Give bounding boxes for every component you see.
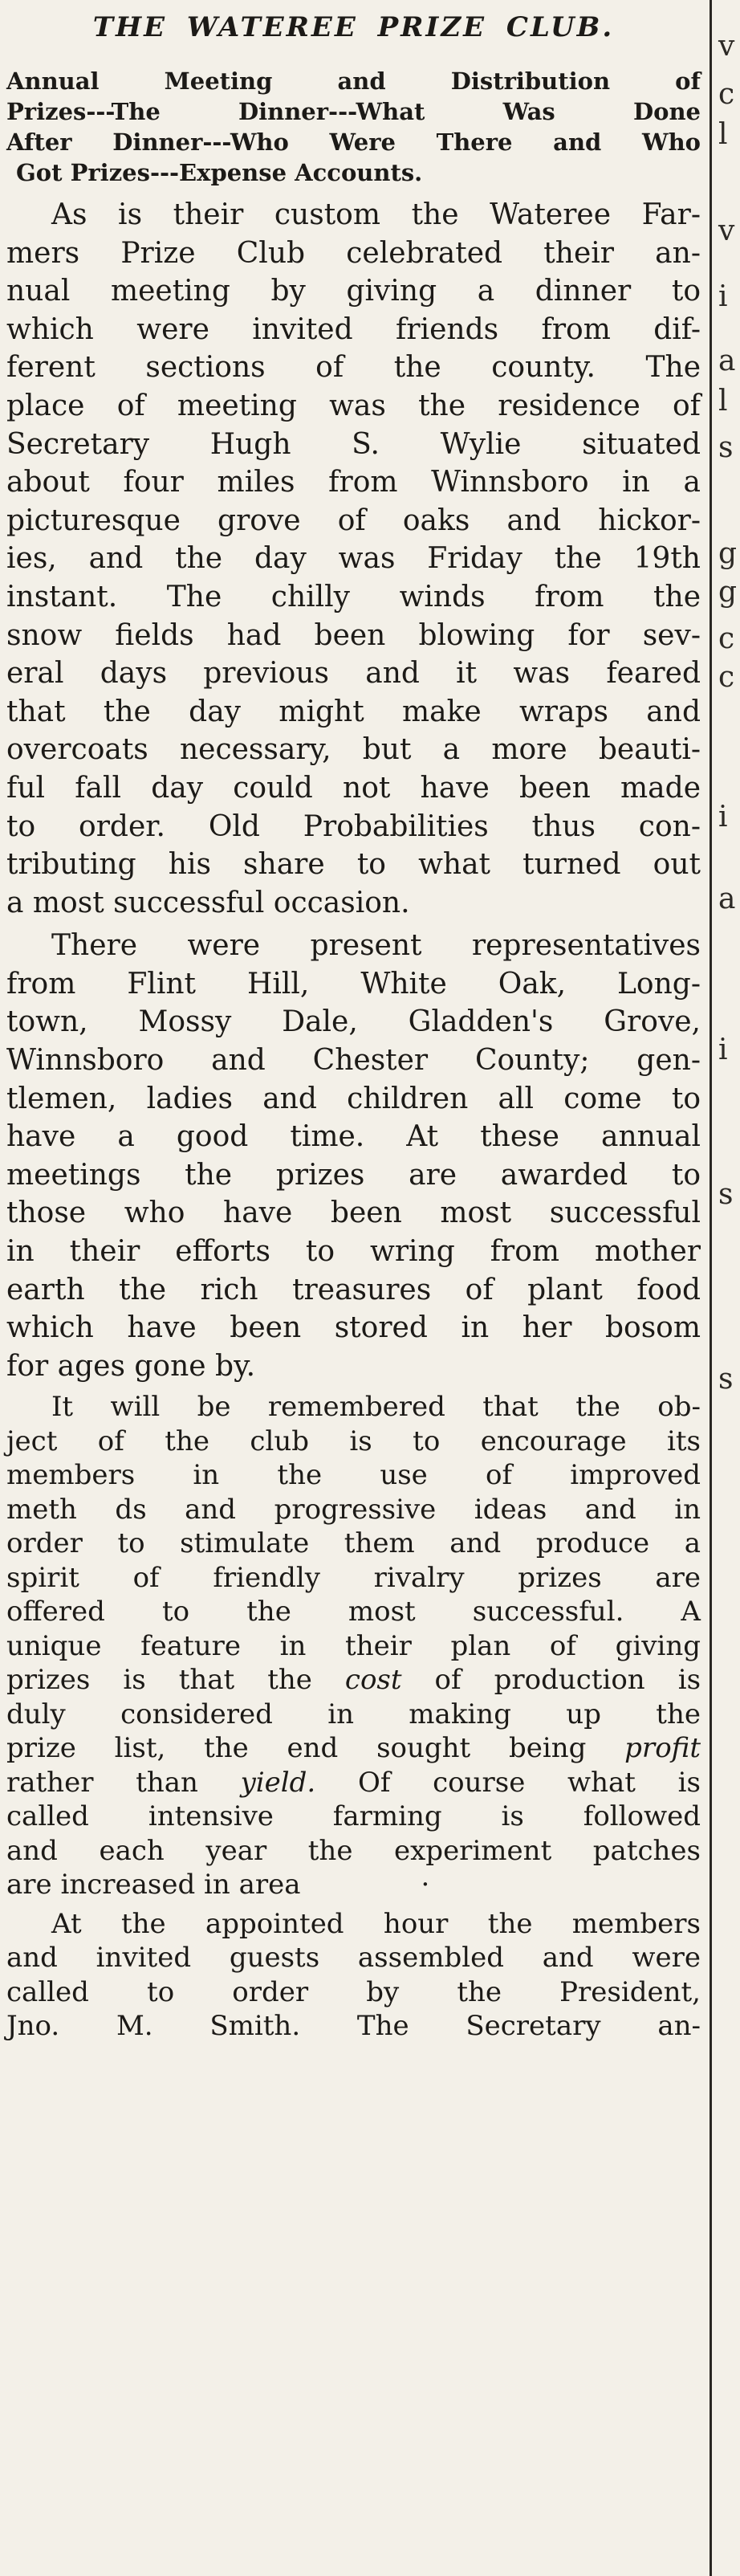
text-line: and each year the experiment patches xyxy=(6,1834,701,1867)
margin-character: v xyxy=(718,214,735,247)
text-line: meetings the prizes are awarded to xyxy=(6,1158,701,1192)
text-line: offered to the most successful. A xyxy=(6,1596,701,1628)
text-line: a most successful occasion. xyxy=(6,886,410,919)
adjacent-column-edge xyxy=(717,0,740,2576)
margin-character: s xyxy=(718,1363,734,1396)
text-line: place of meeting was the residence of xyxy=(6,389,701,422)
text-line: to order. Old Probabilities thus con- xyxy=(6,809,701,843)
margin-character: l xyxy=(718,385,728,418)
text-line: for ages gone by. xyxy=(6,1349,256,1383)
margin-character: c xyxy=(718,78,735,111)
text-line: called to order by the President, xyxy=(6,1975,701,2008)
margin-character: v xyxy=(718,30,735,63)
margin-character: i xyxy=(718,801,728,834)
text-line: ies, and the day was Friday the 19th xyxy=(6,542,701,576)
margin-character: c xyxy=(718,622,735,655)
text-line: overcoats necessary, but a more beauti- xyxy=(6,733,701,767)
text-line: order to stimulate them and produce a xyxy=(6,1527,701,1560)
text-line: called intensive farming is followed xyxy=(6,1800,701,1833)
text-line: instant. The chilly winds from the xyxy=(6,580,701,613)
text-line: tributing his share to what turned out xyxy=(6,848,701,882)
text-line: As is their custom the Wateree Far- xyxy=(51,198,701,231)
text-line: and invited guests assembled and were xyxy=(6,1942,701,1975)
margin-character: g xyxy=(718,537,738,570)
text-line: which have been stored in her bosom xyxy=(6,1311,701,1345)
text-line: It will be remembered that the ob- xyxy=(51,1391,701,1424)
text-line xyxy=(6,1766,701,1800)
margin-character: i xyxy=(718,1033,728,1066)
text-line: from Flint Hill, White Oak, Long- xyxy=(6,967,701,1001)
paragraph-2 xyxy=(6,927,701,1385)
text-line: Winnsboro and Chester County; gen- xyxy=(6,1044,701,1078)
text-line: earth the rich treasures of plant food xyxy=(6,1273,701,1306)
article-body xyxy=(6,196,701,2044)
paragraph-4 xyxy=(6,1907,701,2044)
paragraph-3 xyxy=(6,1390,701,1902)
margin-character: i xyxy=(718,280,728,313)
text-line: unique feature in their plan of giving xyxy=(6,1629,701,1662)
column-divider xyxy=(710,0,712,2576)
text-fragment: rather than xyxy=(6,1766,198,1799)
text-line: snow fields had been blowing for sev- xyxy=(6,618,701,652)
subhead-line: Got Prizes---Expense Accounts. xyxy=(16,159,423,186)
text-line: members in the use of improved xyxy=(6,1459,701,1492)
text-line: which were invited friends from dif- xyxy=(6,312,701,346)
text-line: in their efforts to wring from mother xyxy=(6,1235,701,1269)
headline: THE WATEREE PRIZE CLUB. xyxy=(92,11,615,43)
text-line: spirit of friendly rivalry prizes are xyxy=(6,1561,701,1594)
text-line: eral days previous and it was feared xyxy=(6,657,701,691)
subhead-line: Prizes---The Dinner---What Was Done xyxy=(6,98,701,125)
text-fragment: of production is xyxy=(434,1664,701,1697)
margin-character: a xyxy=(718,344,736,377)
stray-print-mark: · xyxy=(421,1869,430,1901)
text-line: have a good time. At these annual xyxy=(6,1120,701,1154)
text-line: mers Prize Club celebrated their an- xyxy=(6,236,701,270)
text-line: ferent sections of the county. The xyxy=(6,351,701,385)
text-fragment: are increased in area xyxy=(6,1869,301,1901)
text-line: Secretary Hugh S. Wylie situated xyxy=(6,427,701,461)
text-line: Jno. M. Smith. The Secretary an- xyxy=(6,2010,701,2043)
text-line xyxy=(6,1731,701,1766)
paragraph-1 xyxy=(6,196,701,922)
text-line: town, Mossy Dale, Gladden's Grove, xyxy=(6,1005,701,1039)
text-line: tlemen, ladies and children all come to xyxy=(6,1082,701,1115)
text-line: At the appointed hour the members xyxy=(51,1907,701,1940)
margin-character: l xyxy=(718,118,728,151)
text-fragment: prize list, the end sought being xyxy=(6,1732,587,1765)
text-line xyxy=(6,1868,701,1902)
text-line: that the day might make wraps and xyxy=(6,695,701,728)
text-fragment: prizes is that the xyxy=(6,1664,312,1697)
text-fragment: Of course what is xyxy=(357,1766,701,1799)
margin-character: s xyxy=(718,431,734,464)
text-line: ful fall day could not have been made xyxy=(6,771,701,805)
margin-character: a xyxy=(718,882,736,915)
text-line: There were present representatives xyxy=(51,929,701,963)
margin-character: g xyxy=(718,576,738,609)
text-line: ject of the club is to encourage its xyxy=(6,1425,701,1457)
subheadline xyxy=(6,66,701,188)
text-line: about four miles from Winnsboro in a xyxy=(6,466,701,499)
text-line: those who have been most successful xyxy=(6,1196,701,1230)
text-line: picturesque grove of oaks and hickor- xyxy=(6,503,701,537)
subhead-line: Annual Meeting and Distribution of xyxy=(6,67,701,95)
text-line: meth ds and progressive ideas and in xyxy=(6,1493,701,1526)
italic-word: profit xyxy=(624,1732,701,1765)
article-column xyxy=(6,0,701,2576)
text-line: duly considered in making up the xyxy=(6,1698,701,1730)
margin-character: s xyxy=(718,1178,734,1211)
margin-character: c xyxy=(718,661,735,694)
italic-word: cost xyxy=(344,1664,402,1697)
subhead-line: After Dinner---Who Were There and Who xyxy=(6,128,701,156)
italic-word: yield. xyxy=(240,1766,316,1799)
text-line xyxy=(6,1663,701,1698)
text-line: nual meeting by giving a dinner to xyxy=(6,275,701,308)
